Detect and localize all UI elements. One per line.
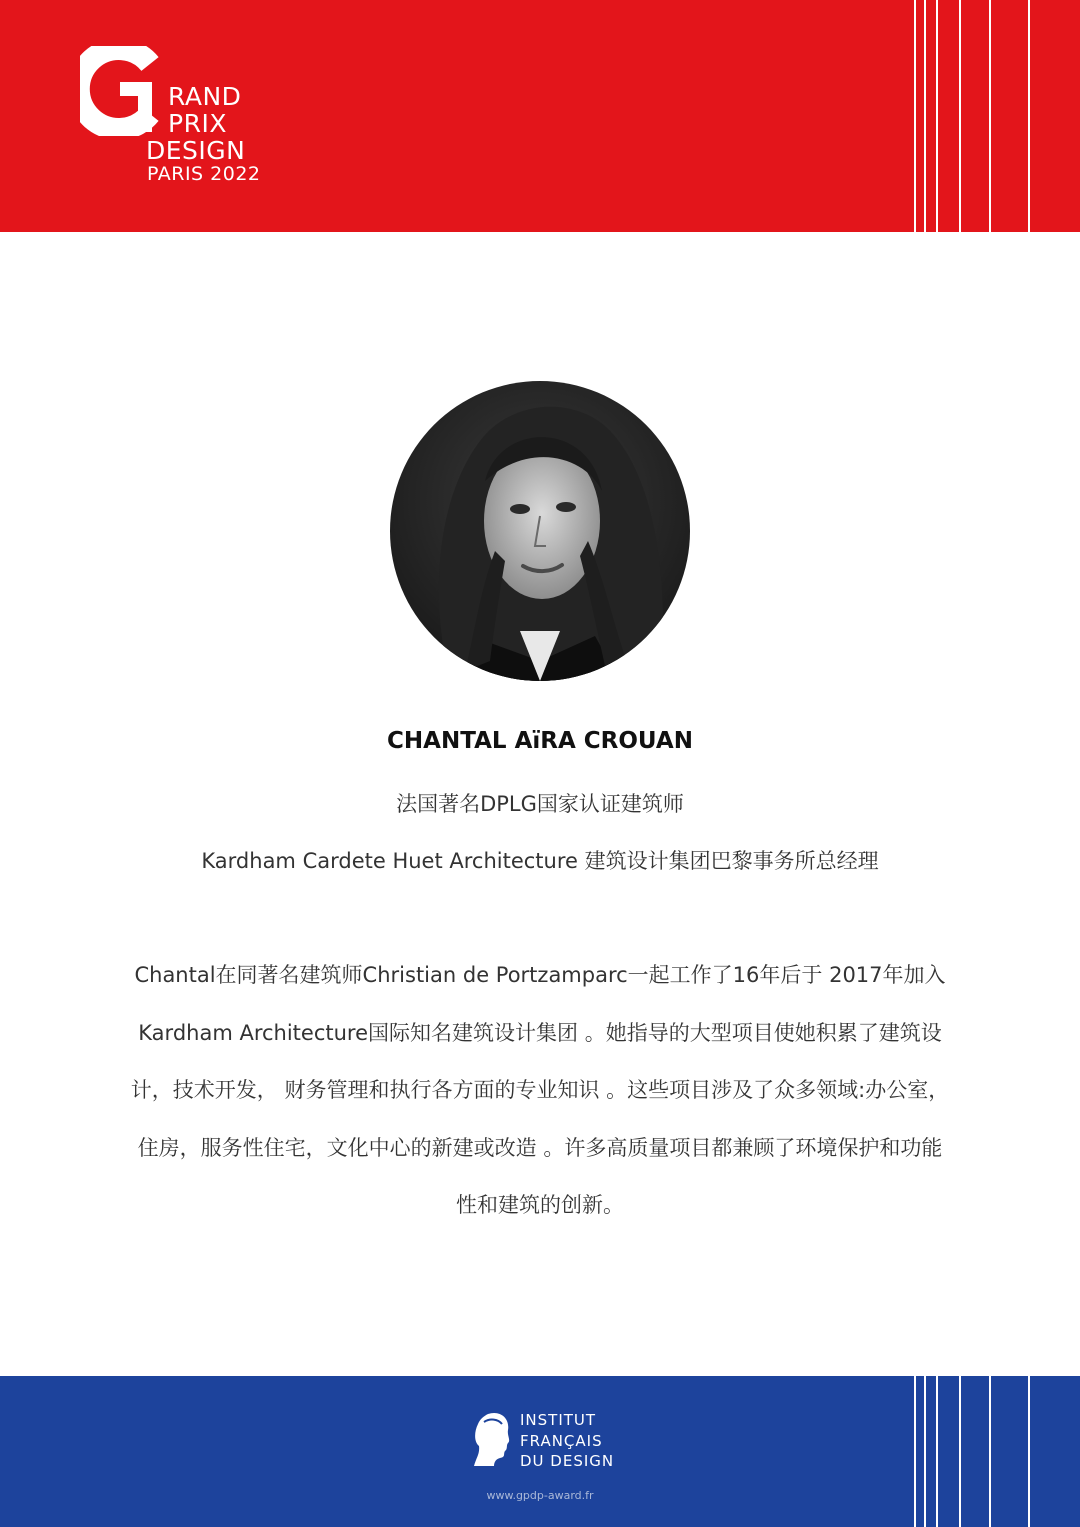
portrait-photo	[390, 381, 690, 681]
person-name: CHANTAL AïRA CROUAN	[387, 728, 693, 754]
biography-paragraph	[70, 947, 1010, 1235]
bio-line: Kardham Architecture国际知名建筑设计集团 。她指导的大型项目使她积累了建筑设	[138, 1020, 942, 1045]
institut-francais-du-design-logo	[470, 1410, 630, 1472]
bio-line: Chantal在同著名建筑师Christian de Portzamparc一起工作了16年后于 2017年加入	[134, 963, 946, 987]
head-profile-icon	[470, 1410, 514, 1468]
logo-text-rand: RAND	[168, 82, 242, 111]
person-title-line1: 法国著名DPLG国家认证建筑师	[396, 792, 684, 816]
grand-prix-design-logo	[80, 46, 280, 196]
website-link[interactable]: www.gpdp-award.fr	[486, 1489, 594, 1502]
ifd-text-institut: INSTITUT	[520, 1411, 597, 1429]
person-title-line2: Kardham Cardete Huet Architecture 建筑设计集团巴黎事务所总经理	[201, 849, 879, 873]
grand-prix-g-logo-icon	[80, 46, 160, 136]
bio-line: 住房，服务性住宅，文化中心的新建或改造 。许多高质量项目都兼顾了环境保护和功能	[137, 1135, 943, 1160]
logo-text-paris-2022: PARIS 2022	[147, 163, 261, 185]
bio-line: 性和建筑的创新。	[456, 1193, 624, 1217]
bio-line: 计，技术开发， 财务管理和执行各方面的专业知识 。这些项目涉及了众多领域:办公室，	[130, 1078, 950, 1102]
logo-text-prix: PRIX	[168, 109, 227, 138]
ifd-text-francais: FRANÇAIS	[520, 1431, 603, 1450]
logo-text-design: DESIGN	[146, 136, 246, 165]
header-banner	[0, 0, 1080, 232]
portrait-icon	[390, 381, 690, 681]
ifd-text-du-design: DU DESIGN	[520, 1452, 615, 1470]
